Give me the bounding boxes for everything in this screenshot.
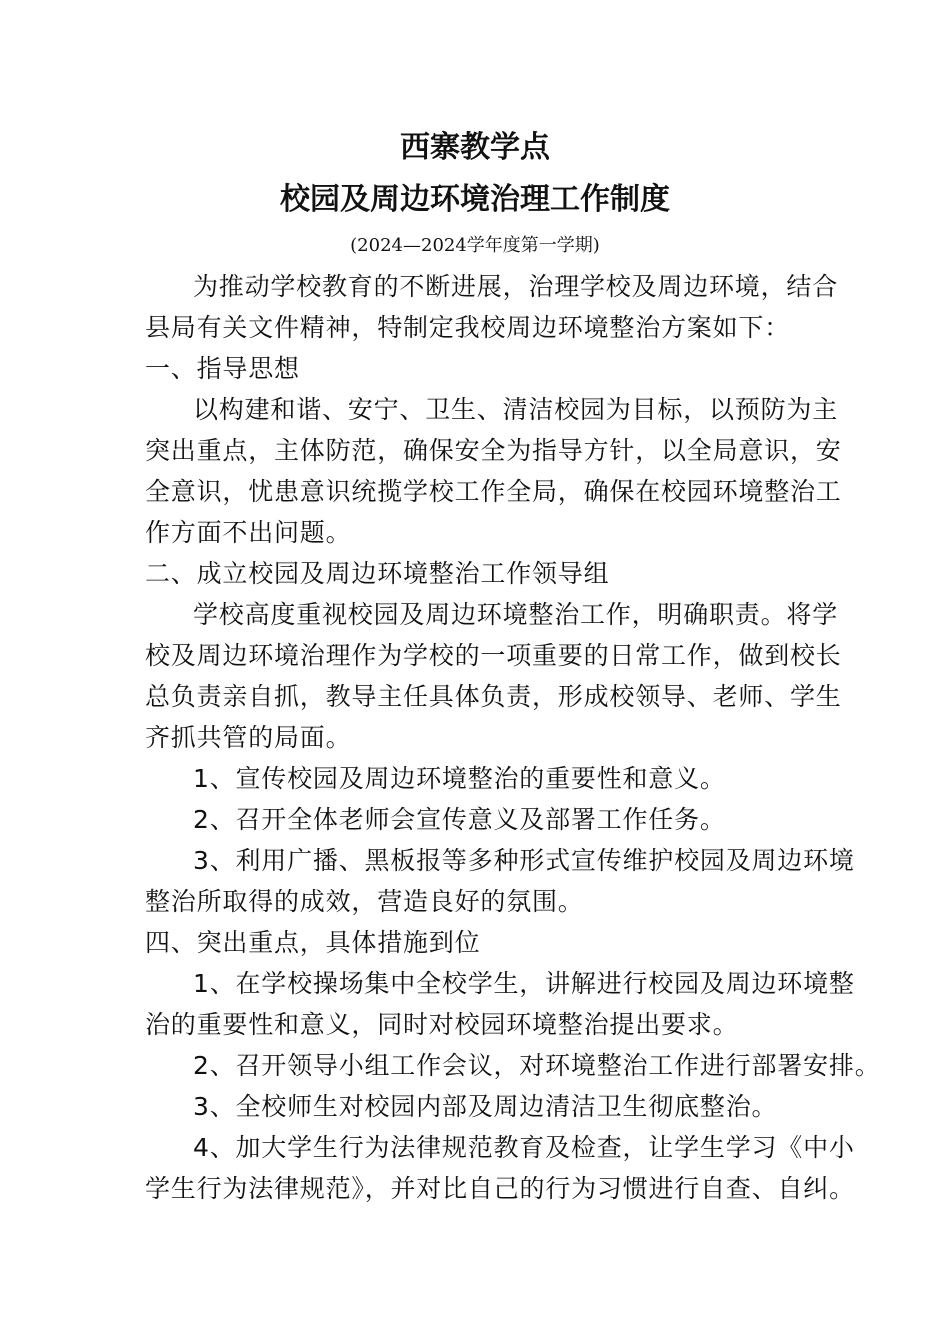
paragraph-line: 总负责亲自抓，教导主任具体负责，形成校领导、老师、学生 [145, 682, 842, 711]
school-title: 西寨教学点 [400, 130, 550, 165]
paragraph-line: 县局有关文件精神，特制定我校周边环境整治方案如下： [145, 313, 791, 342]
list-item: 4、加大学生行为法律规范教育及检查，让学生学习《中小 [193, 1133, 855, 1162]
term-subtitle: (2024—2024学年度第一学期) [350, 235, 600, 256]
paragraph-line: 治的重要性和意义，同时对校园环境整治提出要求。 [145, 1010, 739, 1039]
paragraph-line: 全意识，忧患意识统揽学校工作全局，确保在校园环境整治工 [145, 477, 842, 506]
paragraph-line: 学校高度重视校园及周边环境整治工作，明确职责。将学 [193, 600, 839, 629]
list-item: 3、全校师生对校园内部及周边清洁卫生彻底整治。 [193, 1092, 778, 1121]
list-item: 2、召开领导小组工作会议，对环境整治工作进行部署安排。 [193, 1051, 881, 1080]
section-heading: 一、指导思想 [145, 354, 300, 383]
list-item: 1、在学校操场集中全校学生，讲解进行校园及周边环境整 [193, 969, 855, 998]
paragraph-line: 齐抓共管的局面。 [145, 723, 352, 752]
section-heading: 二、成立校园及周边环境整治工作领导组 [145, 559, 610, 588]
document-title: 校园及周边环境治理工作制度 [280, 182, 670, 217]
paragraph-line: 整治所取得的成效，营造良好的氛围。 [145, 887, 584, 916]
list-item: 2、召开全体老师会宣传意义及部署工作任务。 [193, 805, 726, 834]
paragraph-line: 学生行为法律规范》，并对比自己的行为习惯进行自查、自纠。 [145, 1174, 855, 1203]
paragraph-line: 突出重点，主体防范，确保安全为指导方针，以全局意识，安 [145, 436, 842, 465]
paragraph-line: 校及周边环境治理作为学校的一项重要的日常工作，做到校长 [145, 641, 842, 670]
paragraph-line: 为推动学校教育的不断进展，治理学校及周边环境，结合 [193, 272, 839, 301]
paragraph-line: 以构建和谐、安宁、卫生、清洁校园为目标，以预防为主 [193, 395, 839, 424]
list-item: 3、利用广播、黑板报等多种形式宣传维护校园及周边环境 [193, 846, 855, 875]
section-heading: 四、突出重点，具体措施到位 [145, 928, 481, 957]
list-item: 1、宣传校园及周边环境整治的重要性和意义。 [193, 764, 726, 793]
paragraph-line: 作方面不出问题。 [145, 518, 352, 547]
